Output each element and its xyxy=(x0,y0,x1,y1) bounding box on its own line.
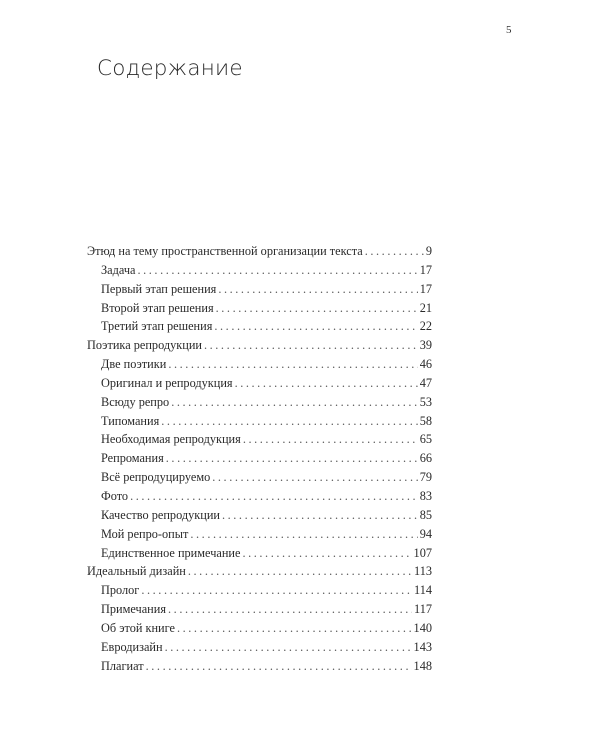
toc-entry-title: Единственное примечание xyxy=(101,545,241,560)
toc-entry-title: Оригинал и репродукция xyxy=(101,375,233,390)
toc-entry-title: Качество репродукции xyxy=(101,507,220,522)
toc-subsection-entry xyxy=(87,619,432,638)
dot-leader xyxy=(177,619,412,638)
dot-leader xyxy=(168,600,412,619)
toc-entry-title: Идеальный дизайн xyxy=(87,564,186,579)
toc-entry-title: Второй этап решения xyxy=(101,300,214,315)
toc-entry-page-number: 46 xyxy=(419,357,432,372)
dot-leader xyxy=(216,299,418,318)
toc-entry-page-number: 9 xyxy=(425,244,432,258)
dot-leader xyxy=(161,412,417,431)
toc-entry-page-number: 143 xyxy=(413,639,432,654)
toc-entry-title: Об этой книге xyxy=(101,620,175,635)
dot-leader xyxy=(222,506,418,525)
page-title: Содержание xyxy=(97,56,243,81)
toc-subsection-entry xyxy=(87,449,432,468)
dot-leader xyxy=(190,525,417,544)
toc-subsection-entry xyxy=(87,374,432,393)
toc-entry-page-number: 21 xyxy=(419,300,432,315)
toc-entry-title: Пролог xyxy=(101,583,140,598)
dot-leader xyxy=(242,544,411,563)
toc-entry-title: Задача xyxy=(101,262,136,277)
toc-subsection-entry xyxy=(87,600,432,619)
toc-entry-page-number: 66 xyxy=(419,451,432,466)
dot-leader xyxy=(204,336,418,355)
toc-entry-title: Третий этап решения xyxy=(101,319,213,334)
toc-subsection-entry xyxy=(87,261,432,280)
dot-leader xyxy=(168,355,417,374)
dot-leader xyxy=(146,657,412,676)
toc-subsection-entry xyxy=(87,657,432,676)
toc-subsection-entry xyxy=(87,280,432,299)
toc-entry-title: Типомания xyxy=(101,413,160,428)
toc-entry-title: Репромания xyxy=(101,451,164,466)
toc-subsection-entry xyxy=(87,299,432,318)
toc-entry-title: Мой репро-опыт xyxy=(101,526,189,541)
toc-entry-title: Евродизайн xyxy=(101,639,163,654)
toc-entry-title: Необходимая репродукция xyxy=(101,432,241,447)
toc-entry-page-number: 65 xyxy=(419,432,432,447)
toc-entry-page-number: 58 xyxy=(419,413,432,428)
toc-entry-page-number: 17 xyxy=(419,262,432,277)
toc-entry-page-number: 114 xyxy=(414,583,432,598)
toc-entry-title: Фото xyxy=(101,488,129,503)
dot-leader xyxy=(188,562,412,581)
toc-entry-title: Поэтика репродукции xyxy=(87,338,202,353)
toc-entry-title: Первый этап решения xyxy=(101,281,217,296)
dot-leader xyxy=(141,581,412,600)
table-of-contents xyxy=(87,242,432,675)
toc-section-entry xyxy=(87,562,432,581)
toc-entry-page-number: 117 xyxy=(414,602,432,617)
dot-leader xyxy=(235,374,418,393)
toc-section-entry xyxy=(87,242,432,261)
toc-entry-title: Две поэтики xyxy=(101,357,167,372)
dot-leader xyxy=(243,430,418,449)
toc-entry-page-number: 113 xyxy=(414,564,432,579)
toc-entry-page-number: 53 xyxy=(419,394,432,409)
toc-subsection-entry xyxy=(87,525,432,544)
toc-entry-page-number: 83 xyxy=(419,488,432,503)
toc-subsection-entry xyxy=(87,487,432,506)
toc-section-entry xyxy=(87,336,432,355)
toc-entry-page-number: 22 xyxy=(419,319,432,334)
toc-entry-title: Этюд на тему пространственной организации текста xyxy=(87,244,363,258)
toc-entry-title: Всё репродуцируемо xyxy=(101,470,211,485)
toc-entry-page-number: 140 xyxy=(413,620,432,635)
toc-entry-page-number: 148 xyxy=(413,658,432,673)
dot-leader xyxy=(218,280,417,299)
dot-leader xyxy=(165,638,412,657)
dot-leader xyxy=(137,261,417,280)
toc-subsection-entry xyxy=(87,355,432,374)
dot-leader xyxy=(365,242,424,261)
toc-entry-page-number: 94 xyxy=(419,526,432,541)
toc-entry-title: Всюду репро xyxy=(101,394,170,409)
toc-subsection-entry xyxy=(87,430,432,449)
toc-entry-page-number: 107 xyxy=(413,545,432,560)
dot-leader xyxy=(171,393,418,412)
toc-entry-title: Плагиат xyxy=(101,658,144,673)
toc-subsection-entry xyxy=(87,393,432,412)
toc-subsection-entry xyxy=(87,638,432,657)
dot-leader xyxy=(130,487,418,506)
page-number: 5 xyxy=(506,24,512,36)
toc-subsection-entry xyxy=(87,468,432,487)
toc-entry-title: Примечания xyxy=(101,602,167,617)
toc-entry-page-number: 39 xyxy=(419,338,432,353)
dot-leader xyxy=(212,468,417,487)
toc-entry-page-number: 17 xyxy=(419,281,432,296)
toc-subsection-entry xyxy=(87,581,432,600)
dot-leader xyxy=(166,449,418,468)
toc-subsection-entry xyxy=(87,544,432,563)
toc-subsection-entry xyxy=(87,317,432,336)
dot-leader xyxy=(214,317,417,336)
toc-subsection-entry xyxy=(87,412,432,431)
toc-subsection-entry xyxy=(87,506,432,525)
toc-entry-page-number: 47 xyxy=(419,375,432,390)
toc-entry-page-number: 79 xyxy=(419,470,432,485)
toc-entry-page-number: 85 xyxy=(419,507,432,522)
